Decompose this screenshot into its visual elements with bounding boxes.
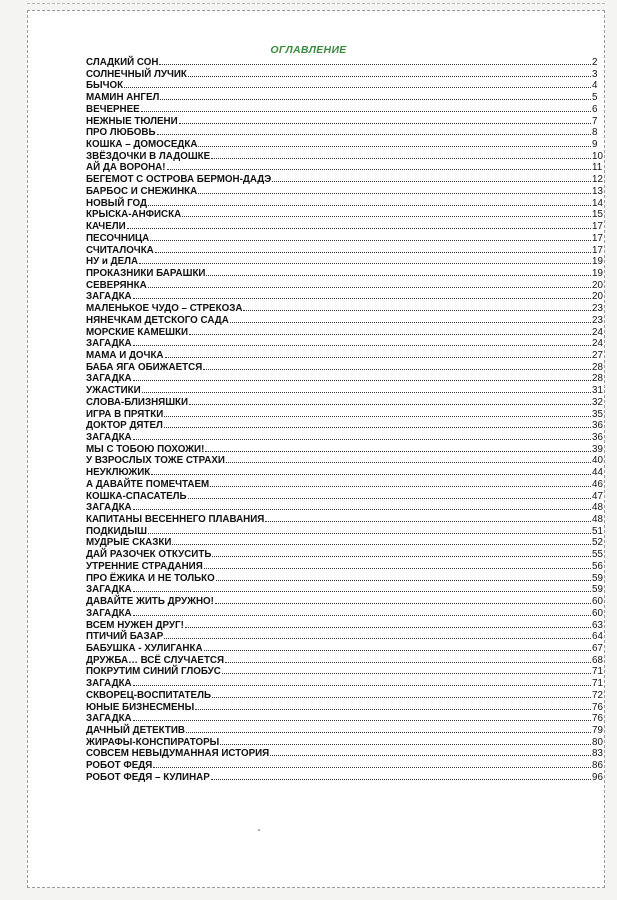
toc-entry xyxy=(86,736,614,748)
toc-leader-dots xyxy=(211,771,591,780)
toc-entry xyxy=(86,103,614,115)
scan-speck xyxy=(258,829,260,831)
toc-leader-dots xyxy=(133,501,591,510)
toc-leader-dots xyxy=(148,197,591,206)
toc-entry-title: ДАВАЙТЕ ЖИТЬ ДРУЖНО! xyxy=(86,596,214,608)
toc-entry-page: 47 xyxy=(592,490,603,502)
toc-leader-dots xyxy=(211,150,591,159)
toc-entry-title: ДОКТОР ДЯТЕЛ xyxy=(86,420,163,432)
toc-entry xyxy=(86,408,614,420)
toc-entry xyxy=(86,525,614,537)
toc-leader-dots xyxy=(167,161,591,170)
toc-entry-title: ЮНЫЕ БИЗНЕСМЕНЫ xyxy=(86,701,195,713)
toc-leader-dots xyxy=(216,572,591,581)
toc-leader-dots xyxy=(230,314,591,323)
toc-leader-dots xyxy=(220,736,591,745)
toc-entry xyxy=(86,161,614,173)
toc-entry-title: ЗАГАДКА xyxy=(86,607,132,619)
toc-entry xyxy=(86,595,614,607)
toc-entry xyxy=(86,314,614,326)
toc-entry-page: 52 xyxy=(592,537,603,549)
toc-entry-page: 28 xyxy=(592,373,603,385)
toc-entry xyxy=(86,712,614,724)
toc-entry xyxy=(86,396,614,408)
toc-entry-page: 13 xyxy=(592,185,603,197)
toc-entry-title: УТРЕННИЕ СТРАДАНИЯ xyxy=(86,560,203,572)
toc-entry xyxy=(86,759,614,771)
toc-heading: ОГЛАВЛЕНИЕ xyxy=(270,44,347,56)
toc-leader-dots xyxy=(165,349,592,358)
toc-leader-dots xyxy=(206,267,591,276)
toc-entry xyxy=(86,572,614,584)
toc-entry-page: 83 xyxy=(592,748,603,760)
toc-entry-title: ЗАГАДКА xyxy=(86,432,132,443)
toc-entry xyxy=(86,302,614,314)
toc-entry xyxy=(86,232,614,244)
toc-entry-page: 55 xyxy=(592,549,603,561)
toc-entry xyxy=(86,701,614,713)
toc-entry xyxy=(86,607,614,619)
toc-leader-dots xyxy=(148,525,591,534)
toc-entry xyxy=(86,208,614,220)
toc-entry-title: ЗАГАДКА xyxy=(86,502,132,514)
toc-entry-title: ВЕЧЕРНЕЕ xyxy=(86,103,140,115)
toc-entry-page: 60 xyxy=(592,607,603,619)
toc-entry-title: ПЕСОЧНИЦА xyxy=(86,232,150,244)
toc-entry-page: 24 xyxy=(592,338,603,350)
toc-entry-page: 76 xyxy=(592,713,603,725)
toc-leader-dots xyxy=(142,384,591,393)
toc-leader-dots xyxy=(133,372,591,381)
toc-entry-page: 71 xyxy=(592,666,603,678)
toc-entry xyxy=(86,724,614,736)
toc-entry xyxy=(86,197,614,209)
toc-entry-title: БЫЧОК xyxy=(86,80,124,92)
toc-leader-dots xyxy=(151,466,591,475)
toc-entry-title: УЖАСТИКИ xyxy=(86,385,141,397)
toc-leader-dots xyxy=(133,677,591,686)
toc-entry-title: СЛОВА-БЛИЗНЯШКИ xyxy=(86,396,189,408)
toc-entry xyxy=(86,771,614,783)
toc-leader-dots xyxy=(160,91,591,100)
toc-entry-title: БАРБОС И СНЕЖИНКА xyxy=(86,185,198,197)
toc-entry xyxy=(86,560,614,572)
toc-entry-page: 67 xyxy=(592,642,603,654)
toc-entry xyxy=(86,630,614,642)
toc-entry-title: СЛАДКИЙ СОН xyxy=(86,57,159,68)
toc-entry-page: 23 xyxy=(592,303,603,315)
toc-leader-dots xyxy=(133,337,591,346)
toc-entry xyxy=(86,220,614,232)
toc-entry-page: 40 xyxy=(592,455,603,467)
toc-leader-dots xyxy=(141,103,591,112)
toc-entry-page: 68 xyxy=(592,654,603,666)
toc-entry-title: ДАЧНЫЙ ДЕТЕКТИВ xyxy=(86,724,185,736)
toc-entry-title: ДАЙ РАЗОЧЕК ОТКУСИТЬ xyxy=(86,549,212,561)
toc-leader-dots xyxy=(139,255,591,264)
toc-entry-page: 48 xyxy=(592,514,603,526)
toc-entry-title: СОЛНЕЧНЫЙ ЛУЧИК xyxy=(86,68,187,80)
toc-entry-page: 80 xyxy=(592,736,603,748)
toc-entry xyxy=(86,138,614,150)
toc-leader-dots xyxy=(195,701,591,710)
toc-leader-dots xyxy=(204,642,591,651)
toc-entry-page: 59 xyxy=(592,572,603,584)
toc-leader-dots xyxy=(265,513,591,522)
toc-entry xyxy=(86,337,614,349)
toc-entry xyxy=(86,466,614,478)
toc-entry xyxy=(86,548,614,560)
toc-entry-title: НЕУКЛЮЖИК xyxy=(86,467,151,479)
toc-leader-dots xyxy=(188,68,591,77)
toc-entry-title: МОРСКИЕ КАМЕШКИ xyxy=(86,326,189,338)
toc-entry xyxy=(86,185,614,197)
toc-leader-dots xyxy=(164,408,591,417)
toc-entry xyxy=(86,454,614,466)
toc-entry xyxy=(86,115,614,127)
toc-leader-dots xyxy=(179,115,591,124)
toc-leader-dots xyxy=(159,56,591,65)
toc-entry-title: МАМА И ДОЧКА xyxy=(86,349,164,361)
toc-entry xyxy=(86,267,614,279)
toc-entry-title: МАЛЕНЬКОЕ ЧУДО – СТРЕКОЗА xyxy=(86,303,243,315)
toc-entry-title: ИГРА В ПРЯТКИ xyxy=(86,408,164,420)
toc-leader-dots xyxy=(270,747,591,756)
toc-entry-page: 56 xyxy=(592,560,603,572)
toc-leader-dots xyxy=(225,654,591,663)
toc-entry-title: БАБА ЯГА ОБИЖАЕТСЯ xyxy=(86,361,203,373)
toc-leader-dots xyxy=(182,208,591,217)
toc-entry-page: 8 xyxy=(592,127,598,139)
toc-entry xyxy=(86,290,614,302)
toc-entry-title: КРЫСКА-АНФИСКА xyxy=(86,209,182,221)
toc-entry-page: 12 xyxy=(592,174,603,186)
toc-entry-page: 31 xyxy=(592,385,603,397)
toc-entry-page: 64 xyxy=(592,631,603,643)
toc-entry xyxy=(86,513,614,525)
toc-entry-title: ЗАГАДКА xyxy=(86,584,132,596)
toc-entry xyxy=(86,536,614,548)
toc-entry-page: 28 xyxy=(592,361,603,373)
toc-entry-page: 10 xyxy=(592,150,603,162)
toc-entry-title: НЯНЕЧКАМ ДЕТСКОГО САДА xyxy=(86,314,229,326)
toc-entry xyxy=(86,665,614,677)
toc-entry-title: СЕВЕРЯНКА xyxy=(86,279,147,291)
toc-entry-page: 79 xyxy=(592,724,603,736)
toc-leader-dots xyxy=(133,431,591,440)
toc-entry-page: 36 xyxy=(592,432,603,443)
toc-leader-dots xyxy=(185,619,591,628)
toc-leader-dots xyxy=(133,712,591,721)
toc-entry-title: МАМИН АНГЕЛ xyxy=(86,92,160,104)
toc-leader-dots xyxy=(210,478,591,487)
toc-entry-page: 23 xyxy=(592,314,603,326)
toc-entry-page: 63 xyxy=(592,619,603,631)
toc-entry-page: 27 xyxy=(592,349,603,361)
toc-entry-title: ПРОКАЗНИКИ БАРАШКИ xyxy=(86,267,206,279)
toc-entry xyxy=(86,431,614,443)
toc-entry-title: СЧИТАЛОЧКА xyxy=(86,244,154,256)
toc-entry-title: ПРО ЛЮБОВЬ xyxy=(86,127,156,139)
toc-entry xyxy=(86,255,614,267)
toc-entry-title: У ВЗРОСЛЫХ ТОЖЕ СТРАХИ xyxy=(86,455,225,467)
toc-entry xyxy=(86,419,614,431)
toc-entry-page: 9 xyxy=(592,139,598,151)
toc-leader-dots xyxy=(198,185,591,194)
toc-leader-dots xyxy=(205,443,591,452)
toc-entry-page: 19 xyxy=(592,267,603,279)
toc-leader-dots xyxy=(164,419,591,428)
toc-leader-dots xyxy=(212,689,591,698)
toc-leader-dots xyxy=(127,220,591,229)
toc-entry xyxy=(86,279,614,291)
toc-entry-page: 36 xyxy=(592,420,603,432)
toc-entry-title: ЗВЁЗДОЧКИ В ЛАДОШКЕ xyxy=(86,150,211,162)
toc-entry-title: СКВОРЕЦ-ВОСПИТАТЕЛЬ xyxy=(86,689,211,701)
toc-entry-page: 17 xyxy=(592,232,603,244)
toc-entry xyxy=(86,91,614,103)
toc-entry-page: 24 xyxy=(592,326,603,338)
toc-entry-title: ДРУЖБА… ВСЁ СЛУЧАЕТСЯ xyxy=(86,654,225,666)
toc-leader-dots xyxy=(226,454,591,463)
toc-leader-dots xyxy=(155,244,591,253)
toc-entry-title: КАЧЕЛИ xyxy=(86,221,126,233)
toc-entry-page: 86 xyxy=(592,760,603,772)
toc-entry-title: РОБОТ ФЕДЯ xyxy=(86,760,153,772)
toc-entry-page: 35 xyxy=(592,408,603,420)
toc-leader-dots xyxy=(124,79,591,88)
toc-entry-title: МЫ С ТОБОЮ ПОХОЖИ! xyxy=(86,443,205,455)
toc-entry-page: 2 xyxy=(592,57,598,68)
toc-leader-dots xyxy=(189,326,591,335)
toc-entry xyxy=(86,619,614,631)
toc-leader-dots xyxy=(186,724,591,733)
toc-entry-page: 44 xyxy=(592,467,603,479)
toc-leader-dots xyxy=(133,583,591,592)
toc-entry-title: ПОКРУТИМ СИНИЙ ГЛОБУС xyxy=(86,666,221,678)
toc-entry-title: ЗАГАДКА xyxy=(86,338,132,350)
toc-entry-page: 32 xyxy=(592,396,603,408)
toc-entry-page: 72 xyxy=(592,689,603,701)
toc-leader-dots xyxy=(148,279,591,288)
toc-entry-title: НОВЫЙ ГОД xyxy=(86,197,148,209)
toc-leader-dots xyxy=(172,536,591,545)
toc-entry-page: 20 xyxy=(592,279,603,291)
toc-entry xyxy=(86,244,614,256)
toc-entry xyxy=(86,126,614,138)
toc-leader-dots xyxy=(222,665,591,674)
toc-entry xyxy=(86,79,614,91)
toc-entry xyxy=(86,349,614,361)
toc-entry-page: 59 xyxy=(592,584,603,596)
toc-entry xyxy=(86,326,614,338)
toc-entry xyxy=(86,443,614,455)
toc-entry-page: 46 xyxy=(592,478,603,490)
toc-leader-dots xyxy=(188,490,591,499)
toc-entry xyxy=(86,490,614,502)
toc-entry-page: 6 xyxy=(592,103,598,115)
toc-entry-page: 96 xyxy=(592,771,603,783)
toc-entry-page: 17 xyxy=(592,221,603,233)
toc-entry-title: РОБОТ ФЕДЯ – КУЛИНАР xyxy=(86,771,210,783)
toc-leader-dots xyxy=(133,607,591,616)
toc-entry-title: ЗАГАДКА xyxy=(86,373,132,385)
toc-entry-title: БЕГЕМОТ С ОСТРОВА БЕРМОН-ДАДЭ xyxy=(86,174,272,186)
toc-entry xyxy=(86,583,614,595)
toc-entry-title: А ДАВАЙТЕ ПОМЕЧТАЕМ xyxy=(86,478,210,490)
toc-entry-page: 39 xyxy=(592,443,603,455)
toc-entry-page: 17 xyxy=(592,244,603,256)
toc-entry-page: 60 xyxy=(592,596,603,608)
toc-entry xyxy=(86,372,614,384)
toc-leader-dots xyxy=(164,630,591,639)
toc-entry-page: 14 xyxy=(592,197,603,209)
toc-entry-title: ПРО ЁЖИКА И НЕ ТОЛЬКО xyxy=(86,572,215,584)
toc-entry-title: АЙ ДА ВОРОНА! xyxy=(86,162,166,174)
toc-entry-title: ЖИРАФЫ-КОНСПИРАТОРЫ xyxy=(86,736,220,748)
toc-entry xyxy=(86,173,614,185)
toc-entry-title: БАБУШКА - ХУЛИГАНКА xyxy=(86,642,203,654)
toc-entry xyxy=(86,361,614,373)
toc-entry-page: 3 xyxy=(592,68,598,80)
toc-entry xyxy=(86,677,614,689)
toc-entry-page: 76 xyxy=(592,701,603,713)
toc-leader-dots xyxy=(153,759,591,768)
toc-entry-page: 51 xyxy=(592,525,603,537)
toc-entry-title: НУ и ДЕЛА xyxy=(86,256,139,268)
toc-entry xyxy=(86,384,614,396)
toc-entry xyxy=(86,642,614,654)
toc-entry-page: 48 xyxy=(592,502,603,514)
toc-entry-page: 5 xyxy=(592,92,598,104)
toc-entry-page: 71 xyxy=(592,678,603,690)
toc-entry-page: 19 xyxy=(592,256,603,268)
toc-entry-title: ПТИЧИЙ БАЗАР xyxy=(86,631,164,643)
toc-entry-title: НЕЖНЫЕ ТЮЛЕНИ xyxy=(86,115,178,127)
toc-entry-page: 15 xyxy=(592,209,603,221)
toc-leader-dots xyxy=(212,548,591,557)
toc-entry xyxy=(86,68,614,80)
toc-entry-title: КАПИТАНЫ ВЕСЕННЕГО ПЛАВАНИЯ xyxy=(86,514,265,526)
toc-entry xyxy=(86,689,614,701)
toc-leader-dots xyxy=(198,138,591,147)
toc-entry-title: КОШКА – ДОМОСЕДКА xyxy=(86,139,198,151)
toc-leader-dots xyxy=(133,290,591,299)
toc-entry-title: СОВСЕМ НЕВЫДУМАННАЯ ИСТОРИЯ xyxy=(86,748,270,760)
toc-entry-page: 7 xyxy=(592,115,598,127)
toc-entry-page: 4 xyxy=(592,80,598,92)
toc-entry-page: 11 xyxy=(592,162,603,174)
toc-entry xyxy=(86,747,614,759)
toc-leader-dots xyxy=(157,126,591,135)
page-shadow-edge xyxy=(27,3,605,5)
toc-leader-dots xyxy=(243,302,591,311)
toc-entry xyxy=(86,56,614,68)
toc-entry xyxy=(86,654,614,666)
toc-leader-dots xyxy=(203,361,591,370)
table-of-contents xyxy=(86,56,614,783)
toc-entry-title: ВСЕМ НУЖЕН ДРУГ! xyxy=(86,619,184,631)
toc-leader-dots xyxy=(204,560,591,569)
toc-entry-title: ЗАГАДКА xyxy=(86,291,132,303)
toc-entry-title: ПОДКИДЫШ xyxy=(86,525,147,537)
toc-leader-dots xyxy=(150,232,591,241)
toc-entry xyxy=(86,501,614,513)
toc-entry xyxy=(86,150,614,162)
toc-entry-page: 20 xyxy=(592,291,603,303)
toc-leader-dots xyxy=(272,173,591,182)
toc-leader-dots xyxy=(215,595,591,604)
toc-entry-title: ЗАГАДКА xyxy=(86,713,132,725)
toc-entry-title: МУДРЫЕ СКАЗКИ xyxy=(86,537,172,549)
toc-entry-title: ЗАГАДКА xyxy=(86,678,132,690)
toc-entry xyxy=(86,478,614,490)
toc-leader-dots xyxy=(189,396,591,405)
toc-entry-title: КОШКА-СПАСАТЕЛЬ xyxy=(86,490,187,502)
